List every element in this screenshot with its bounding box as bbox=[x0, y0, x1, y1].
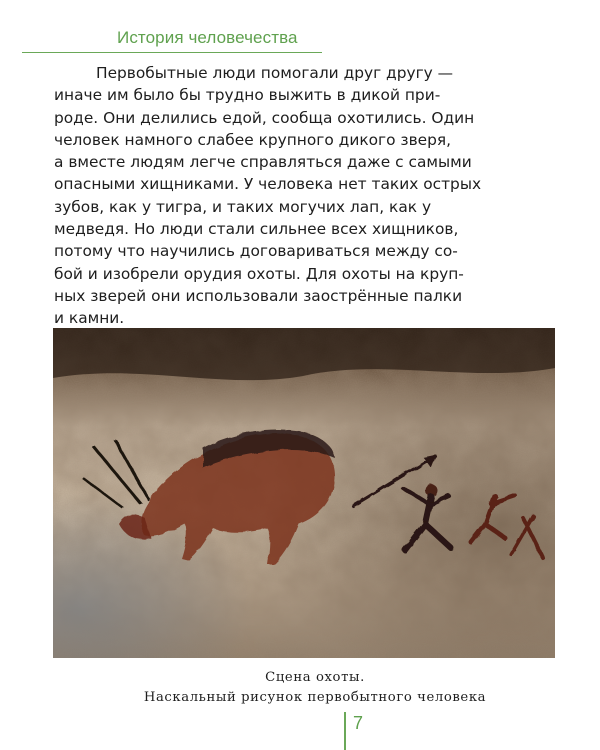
caption-description: Наскальный рисунок первобытного человека bbox=[143, 690, 487, 705]
header-rule bbox=[22, 52, 322, 53]
cave-ceiling-shadow bbox=[53, 328, 555, 380]
running-header: История человечества bbox=[117, 28, 298, 47]
caption-title: Сцена охоты. bbox=[265, 670, 365, 685]
cave-painting-image bbox=[53, 328, 555, 658]
cave-painting-figure bbox=[53, 328, 555, 658]
body-paragraph-text: Первобытные люди помогали друг другу — иначе им было бы трудно выжить в дикой при- роде. Они делились едой, сообща охотились. Один человек намного слабее крупного дикого зверя, а вместе людям легче справляться даже с самыми опасными хищниками. У человека нет таких острых зубов, как у тигра, и таких могучих лап, как у медведя. Но люди стали сильнее всех хищников, потому что научились договариваться между со- бой и изобрели орудия охоты. Для охоты на круп- ных зверей они использовали заострённые палки и камни. bbox=[54, 64, 482, 328]
figure-caption bbox=[120, 668, 510, 708]
body-paragraph bbox=[54, 62, 507, 330]
page-number: 7 bbox=[353, 713, 364, 733]
page-number-rule bbox=[344, 712, 346, 750]
